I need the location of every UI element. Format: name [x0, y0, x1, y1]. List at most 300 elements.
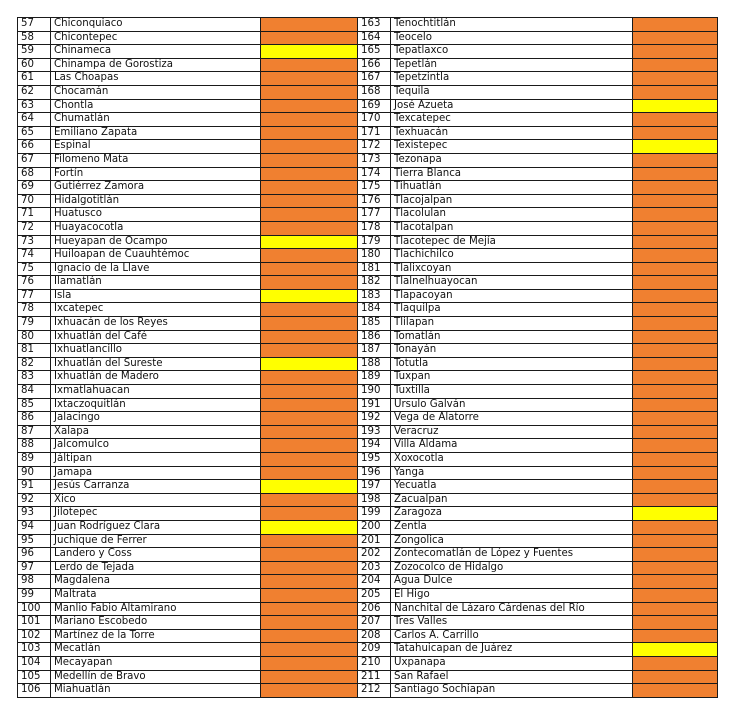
status-swatch [633, 412, 718, 426]
municipality-name: Filomeno Mata [51, 153, 261, 167]
table-row [358, 656, 718, 670]
status-swatch [633, 249, 718, 263]
status-swatch [633, 684, 718, 698]
municipality-table-right [357, 17, 718, 698]
municipality-name: Agua Dulce [391, 575, 633, 589]
row-number: 188 [358, 357, 391, 371]
table-row [358, 575, 718, 589]
municipality-name: Chicontepec [51, 31, 261, 45]
status-swatch [261, 85, 358, 99]
row-number: 60 [18, 58, 51, 72]
table-row [18, 385, 358, 399]
row-number: 201 [358, 534, 391, 548]
row-number: 175 [358, 181, 391, 195]
status-swatch [633, 588, 718, 602]
status-swatch [261, 453, 358, 467]
row-number: 82 [18, 357, 51, 371]
municipality-name: Ignacio de la Llave [51, 262, 261, 276]
status-swatch [261, 45, 358, 59]
municipality-name: Yecuatla [391, 480, 633, 494]
table-row [358, 330, 718, 344]
municipality-name: Espinal [51, 140, 261, 154]
municipality-name: Ursulo Galván [391, 398, 633, 412]
status-swatch [261, 208, 358, 222]
table-row [18, 153, 358, 167]
table-row [18, 398, 358, 412]
municipality-table-left [17, 17, 358, 698]
status-swatch [261, 18, 358, 32]
table-row [18, 480, 358, 494]
municipality-name: Nanchital de Lázaro Cárdenas del Río [391, 602, 633, 616]
status-swatch [633, 575, 718, 589]
status-swatch [261, 507, 358, 521]
municipality-name: Tlaquilpa [391, 303, 633, 317]
row-number: 57 [18, 18, 51, 32]
municipality-name: Huiloapan de Cuauhtémoc [51, 249, 261, 263]
table-row [18, 18, 358, 32]
municipality-name: Jáltipan [51, 453, 261, 467]
row-number: 166 [358, 58, 391, 72]
municipality-name: Isla [51, 289, 261, 303]
row-number: 93 [18, 507, 51, 521]
status-swatch [633, 453, 718, 467]
status-swatch [261, 684, 358, 698]
municipality-name: Tlachichilco [391, 249, 633, 263]
row-number: 72 [18, 221, 51, 235]
status-swatch [261, 276, 358, 290]
status-swatch [261, 561, 358, 575]
row-number: 178 [358, 221, 391, 235]
status-swatch [261, 58, 358, 72]
status-swatch [633, 45, 718, 59]
table-row [18, 602, 358, 616]
row-number: 69 [18, 181, 51, 195]
row-number: 88 [18, 439, 51, 453]
status-swatch [633, 85, 718, 99]
table-row [358, 18, 718, 32]
status-swatch [633, 330, 718, 344]
status-swatch [633, 520, 718, 534]
municipality-name: Chumatlán [51, 113, 261, 127]
table-row [18, 493, 358, 507]
status-swatch [633, 276, 718, 290]
status-swatch [633, 466, 718, 480]
table-row [358, 412, 718, 426]
row-number: 94 [18, 520, 51, 534]
municipality-name: Xalapa [51, 425, 261, 439]
municipality-name: Totutla [391, 357, 633, 371]
table-row [18, 466, 358, 480]
status-swatch [261, 520, 358, 534]
status-swatch [261, 235, 358, 249]
row-number: 181 [358, 262, 391, 276]
table-row [358, 466, 718, 480]
municipality-name: Chocamán [51, 85, 261, 99]
municipality-name: Manlio Fabio Altamirano [51, 602, 261, 616]
table-row [358, 616, 718, 630]
table-row [358, 276, 718, 290]
status-swatch [633, 371, 718, 385]
municipality-name: Uxpanapa [391, 656, 633, 670]
table-row [18, 330, 358, 344]
row-number: 106 [18, 684, 51, 698]
row-number: 104 [18, 656, 51, 670]
status-swatch [633, 493, 718, 507]
row-number: 98 [18, 575, 51, 589]
row-number: 96 [18, 548, 51, 562]
table-row [358, 602, 718, 616]
row-number: 66 [18, 140, 51, 154]
status-swatch [261, 425, 358, 439]
status-swatch [261, 629, 358, 643]
status-swatch [261, 357, 358, 371]
municipality-name: El Higo [391, 588, 633, 602]
row-number: 189 [358, 371, 391, 385]
municipality-name: Chontla [51, 99, 261, 113]
municipality-name: Jamapa [51, 466, 261, 480]
municipality-name: Tequila [391, 85, 633, 99]
table-row [18, 439, 358, 453]
municipality-name: Tuxpan [391, 371, 633, 385]
row-number: 171 [358, 126, 391, 140]
status-swatch [261, 439, 358, 453]
row-number: 211 [358, 670, 391, 684]
status-swatch [633, 140, 718, 154]
status-swatch [261, 643, 358, 657]
row-number: 77 [18, 289, 51, 303]
status-swatch [633, 181, 718, 195]
municipality-name: Landero y Coss [51, 548, 261, 562]
table-row [18, 534, 358, 548]
table-row [358, 208, 718, 222]
row-number: 62 [18, 85, 51, 99]
table-row [18, 344, 358, 358]
table-row [18, 629, 358, 643]
municipality-name: Tepatlaxco [391, 45, 633, 59]
status-swatch [261, 548, 358, 562]
status-swatch [261, 31, 358, 45]
table-row [358, 507, 718, 521]
table-row [18, 126, 358, 140]
status-swatch [633, 113, 718, 127]
municipality-name: Ixmatlahuacan [51, 385, 261, 399]
row-number: 79 [18, 317, 51, 331]
row-number: 172 [358, 140, 391, 154]
table-row [18, 684, 358, 698]
municipality-name: Tepetlán [391, 58, 633, 72]
table-row [18, 113, 358, 127]
table-row [358, 425, 718, 439]
status-swatch [261, 466, 358, 480]
status-swatch [261, 153, 358, 167]
status-swatch [261, 656, 358, 670]
table-row [358, 493, 718, 507]
table-row [18, 181, 358, 195]
row-number: 91 [18, 480, 51, 494]
table-row [18, 453, 358, 467]
municipality-name: Tlapacoyan [391, 289, 633, 303]
municipality-name: Medellín de Bravo [51, 670, 261, 684]
row-number: 87 [18, 425, 51, 439]
table-row [18, 670, 358, 684]
municipality-name: Las Choapas [51, 72, 261, 86]
municipality-name: Ixhuatlán de Madero [51, 371, 261, 385]
row-number: 84 [18, 385, 51, 399]
municipality-name: Chiconquiaco [51, 18, 261, 32]
municipality-name: Texistepec [391, 140, 633, 154]
table-row [358, 113, 718, 127]
status-swatch [261, 670, 358, 684]
table-row [358, 153, 718, 167]
status-swatch [633, 303, 718, 317]
row-number: 75 [18, 262, 51, 276]
row-number: 192 [358, 412, 391, 426]
municipality-name: Vega de Alatorre [391, 412, 633, 426]
municipality-name: Maltrata [51, 588, 261, 602]
row-number: 73 [18, 235, 51, 249]
municipality-name: Ixtaczoquitlán [51, 398, 261, 412]
status-swatch [261, 113, 358, 127]
row-number: 208 [358, 629, 391, 643]
municipality-name: Ixcatepec [51, 303, 261, 317]
row-number: 176 [358, 194, 391, 208]
row-number: 198 [358, 493, 391, 507]
table-row [358, 398, 718, 412]
status-swatch [633, 58, 718, 72]
status-swatch [261, 330, 358, 344]
row-number: 197 [358, 480, 391, 494]
municipality-name: Texhuacán [391, 126, 633, 140]
municipality-name: Ilamatlán [51, 276, 261, 290]
status-swatch [261, 616, 358, 630]
status-swatch [633, 548, 718, 562]
table-row [18, 425, 358, 439]
table-row [358, 126, 718, 140]
table-row [358, 235, 718, 249]
status-swatch [633, 439, 718, 453]
row-number: 78 [18, 303, 51, 317]
table-row [358, 588, 718, 602]
row-number: 184 [358, 303, 391, 317]
municipality-name: Tres Valles [391, 616, 633, 630]
row-number: 58 [18, 31, 51, 45]
status-swatch [261, 493, 358, 507]
table-row [358, 58, 718, 72]
municipality-name: Ixhuatlancillo [51, 344, 261, 358]
row-number: 65 [18, 126, 51, 140]
row-number: 63 [18, 99, 51, 113]
table-row [18, 616, 358, 630]
status-swatch [633, 480, 718, 494]
row-number: 85 [18, 398, 51, 412]
municipality-name: Texcatepec [391, 113, 633, 127]
municipality-name: Huayacocotla [51, 221, 261, 235]
status-swatch [633, 398, 718, 412]
municipality-name: Xoxocotla [391, 453, 633, 467]
municipality-name: Juchique de Ferrer [51, 534, 261, 548]
municipality-name: Chinameca [51, 45, 261, 59]
municipality-name: Tepetzintla [391, 72, 633, 86]
table-row [358, 72, 718, 86]
municipality-name: Zacualpan [391, 493, 633, 507]
municipality-name: Gutiérrez Zamora [51, 181, 261, 195]
row-number: 194 [358, 439, 391, 453]
table-row [18, 45, 358, 59]
status-swatch [261, 72, 358, 86]
table-row [18, 643, 358, 657]
status-swatch [633, 534, 718, 548]
status-swatch [261, 480, 358, 494]
row-number: 81 [18, 344, 51, 358]
municipality-name: Tlalnelhuayocan [391, 276, 633, 290]
row-number: 67 [18, 153, 51, 167]
status-swatch [633, 99, 718, 113]
status-swatch [633, 167, 718, 181]
status-swatch [633, 344, 718, 358]
status-swatch [261, 588, 358, 602]
municipality-name: Juan Rodríguez Clara [51, 520, 261, 534]
table-row [358, 561, 718, 575]
status-swatch [633, 208, 718, 222]
table-row [358, 548, 718, 562]
municipality-name: Ixhuatlán del Café [51, 330, 261, 344]
municipality-name: Jalcomulco [51, 439, 261, 453]
table-row [18, 72, 358, 86]
municipality-name: Teocelo [391, 31, 633, 45]
municipality-name: Mecayapan [51, 656, 261, 670]
table-row [358, 684, 718, 698]
row-number: 90 [18, 466, 51, 480]
table-row [358, 249, 718, 263]
row-number: 187 [358, 344, 391, 358]
row-number: 168 [358, 85, 391, 99]
municipality-name: Xico [51, 493, 261, 507]
municipality-name: Huatusco [51, 208, 261, 222]
status-swatch [633, 357, 718, 371]
table-row [358, 480, 718, 494]
municipality-name: Jilotepec [51, 507, 261, 521]
row-number: 185 [358, 317, 391, 331]
table-body-right [358, 18, 718, 698]
municipality-name: Jesús Carranza [51, 480, 261, 494]
row-number: 92 [18, 493, 51, 507]
municipality-name: San Rafael [391, 670, 633, 684]
status-swatch [633, 629, 718, 643]
status-swatch [261, 575, 358, 589]
status-swatch [633, 262, 718, 276]
municipality-name: Veracruz [391, 425, 633, 439]
status-swatch [261, 126, 358, 140]
table-row [18, 99, 358, 113]
row-number: 210 [358, 656, 391, 670]
status-swatch [261, 371, 358, 385]
status-swatch [261, 167, 358, 181]
row-number: 179 [358, 235, 391, 249]
municipality-name: Chinampa de Gorostiza [51, 58, 261, 72]
row-number: 191 [358, 398, 391, 412]
table-row [18, 262, 358, 276]
row-number: 202 [358, 548, 391, 562]
status-swatch [261, 194, 358, 208]
table-row [18, 221, 358, 235]
row-number: 76 [18, 276, 51, 290]
row-number: 204 [358, 575, 391, 589]
municipality-name: Zongolica [391, 534, 633, 548]
status-swatch [633, 18, 718, 32]
table-row [358, 221, 718, 235]
table-row [18, 208, 358, 222]
status-swatch [261, 99, 358, 113]
row-number: 99 [18, 588, 51, 602]
status-swatch [633, 153, 718, 167]
municipality-name: Tonayán [391, 344, 633, 358]
row-number: 196 [358, 466, 391, 480]
municipality-name: Magdalena [51, 575, 261, 589]
municipality-name: Hidalgotitlán [51, 194, 261, 208]
table-row [18, 371, 358, 385]
municipality-name: Tlalixcoyan [391, 262, 633, 276]
municipality-name: Mariano Escobedo [51, 616, 261, 630]
row-number: 74 [18, 249, 51, 263]
row-number: 199 [358, 507, 391, 521]
row-number: 212 [358, 684, 391, 698]
row-number: 80 [18, 330, 51, 344]
status-swatch [633, 425, 718, 439]
row-number: 193 [358, 425, 391, 439]
municipality-name: Fortín [51, 167, 261, 181]
municipality-name: Zontecomatlán de López y Fuentes [391, 548, 633, 562]
municipality-name: Tenochtitlán [391, 18, 633, 32]
table-row [358, 45, 718, 59]
row-number: 182 [358, 276, 391, 290]
table-row [358, 181, 718, 195]
table-row [358, 520, 718, 534]
municipality-name: Martínez de la Torre [51, 629, 261, 643]
municipality-name: Zentla [391, 520, 633, 534]
table-row [18, 317, 358, 331]
status-swatch [633, 194, 718, 208]
table-row [18, 588, 358, 602]
table-row [18, 303, 358, 317]
row-number: 59 [18, 45, 51, 59]
row-number: 190 [358, 385, 391, 399]
table-row [18, 276, 358, 290]
row-number: 205 [358, 588, 391, 602]
row-number: 180 [358, 249, 391, 263]
row-number: 195 [358, 453, 391, 467]
row-number: 102 [18, 629, 51, 643]
status-swatch [633, 602, 718, 616]
row-number: 103 [18, 643, 51, 657]
municipality-name: Tlacotalpan [391, 221, 633, 235]
municipality-name: Mecatlán [51, 643, 261, 657]
status-swatch [633, 126, 718, 140]
table-row [358, 31, 718, 45]
table-row [18, 412, 358, 426]
municipality-name: Jalacingo [51, 412, 261, 426]
status-swatch [633, 507, 718, 521]
table-row [18, 235, 358, 249]
status-swatch [261, 602, 358, 616]
table-row [358, 289, 718, 303]
status-swatch [261, 289, 358, 303]
municipality-name: Villa Aldama [391, 439, 633, 453]
row-number: 89 [18, 453, 51, 467]
table-row [358, 140, 718, 154]
municipality-name: Yanga [391, 466, 633, 480]
table-row [358, 385, 718, 399]
table-body-left [18, 18, 358, 698]
